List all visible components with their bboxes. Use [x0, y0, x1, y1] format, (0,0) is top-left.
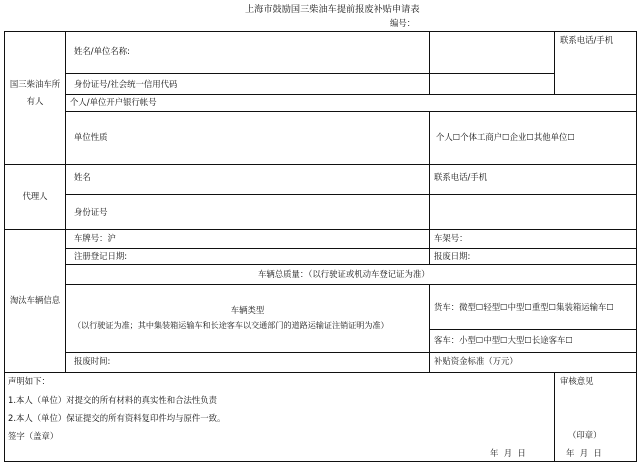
vehicle-register-date-label: 注册登记日期:: [74, 251, 128, 261]
review-seal-label: （印章）: [568, 430, 602, 440]
table-border-top: [4, 31, 637, 32]
declaration-item-2: 2.本人（单位）保证提交的所有资料复印件均与原件一致。: [8, 413, 226, 423]
owner-row-line: [65, 94, 636, 95]
vehicle-type-label: 车辆类型: [230, 305, 265, 315]
table-border-right: [636, 31, 637, 461]
owner-unit-type-options[interactable]: 个人☐个体工商户☐企业☐其他单位☐: [436, 132, 575, 142]
vehicle-row-line: [429, 329, 636, 330]
declaration-heading: 声明如下：: [8, 376, 50, 386]
declaration-date: 年 月 日: [490, 448, 526, 458]
vehicle-subsidy-label: 补贴资金标准（万元）: [434, 356, 518, 366]
owner-section-label: 国三柴油车所 有人: [9, 79, 61, 107]
vehicle-row-line: [65, 248, 636, 249]
review-column-divider: [554, 372, 555, 461]
vehicle-row-line: [65, 352, 636, 353]
owner-bank-label: 个人/单位开户银行帐号: [70, 97, 157, 107]
agent-phone-label: 联系电话/手机: [434, 172, 488, 182]
agent-section-label: 代理人: [22, 191, 48, 201]
agent-id-label: 身份证号: [74, 207, 108, 217]
owner-row-line: [65, 73, 554, 74]
middle-column-divider: [429, 284, 430, 372]
vehicle-bus-options[interactable]: 客车：小型☐中型☐大型☐长途客车☐: [434, 335, 573, 345]
vehicle-truck-options[interactable]: 货车：微型☐轻型☐中型☐重型☐集装箱运输车☐: [434, 302, 614, 312]
owner-name-label: 姓名/单位名称:: [74, 46, 130, 56]
vehicle-total-mass-label: 车辆总质量：（以行驶证或机动车登记证为准）: [258, 269, 430, 279]
agent-name-label: 姓名: [74, 172, 91, 182]
vehicle-plate-label: 车牌号：沪: [74, 233, 116, 243]
section-divider-agent: [4, 229, 637, 230]
table-border-bottom: [4, 461, 637, 462]
review-heading: 审核意见: [560, 376, 594, 386]
owner-phone-label: 联系电话/手机: [560, 35, 614, 45]
serial-number-label: 编号：: [390, 18, 416, 28]
vehicle-scrap-date-label: 报废日期:: [434, 251, 471, 261]
agent-row-line: [65, 194, 636, 195]
middle-column-divider: [429, 31, 430, 94]
page-title: 上海市鼓励国三柴油车提前报废补贴申请表: [245, 4, 420, 15]
vehicle-scrap-time-label: 报废时间:: [74, 356, 111, 366]
vehicle-section-label: 淘汰车辆信息: [9, 295, 61, 305]
vehicle-row-line: [65, 284, 636, 285]
signature-label: 签字（盖章）: [8, 431, 59, 441]
vehicle-type-note: （以行驶证为准；其中集装箱运输车和长途客车以交通部门的道路运输证注销证明为准）: [73, 320, 389, 330]
phone-column-divider: [554, 31, 555, 94]
owner-id-label: 身份证号/社会统一信用代码: [74, 79, 178, 89]
section-divider-vehicle: [4, 372, 637, 373]
section-divider-owner: [4, 164, 637, 165]
vehicle-row-line: [65, 264, 636, 265]
declaration-item-1: 1.本人（单位）对提交的所有材料的真实性和合法性负责: [8, 395, 217, 405]
owner-unit-type-label: 单位性质: [74, 132, 108, 142]
owner-row-line: [65, 111, 636, 112]
middle-column-divider: [429, 111, 430, 264]
section-column-divider: [65, 31, 66, 372]
review-date: 年 月 日: [566, 448, 602, 458]
vehicle-frame-label: 车架号：: [434, 233, 468, 243]
